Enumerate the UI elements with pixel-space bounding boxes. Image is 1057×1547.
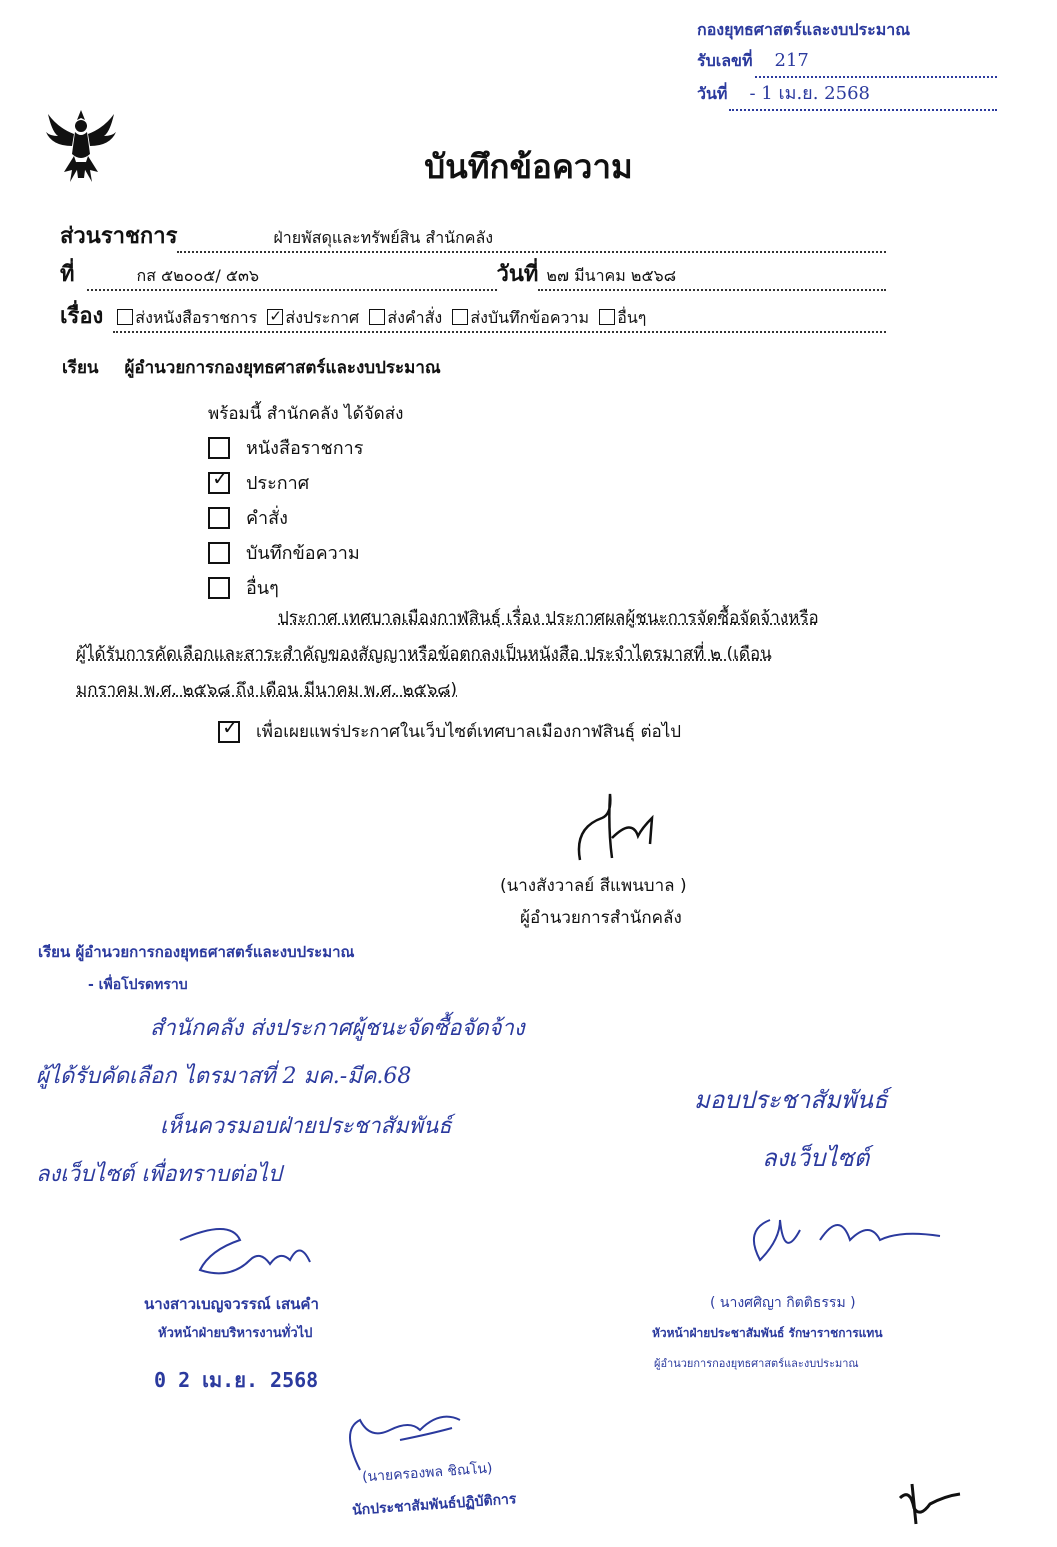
agency-row: [60, 218, 886, 253]
stamp-date-label: วันที่: [697, 84, 728, 103]
stamp-receipt-no: 217: [755, 45, 997, 78]
page-title: บันทึกข้อความ: [424, 147, 633, 186]
handwritten-note-line: เห็นควรมอบฝ่ายประชาสัมพันธ์: [160, 1114, 452, 1139]
detail-line-2: ผู้ได้รับการคัดเลือกและสาระสำคัญของสัญญาหรือข้อตกลงเป็นหนังสือ ประจำไตรมาสที่ ๒ (เดือน: [76, 644, 772, 664]
subject-label: เรื่อง: [60, 304, 104, 329]
endorser-position: หัวหน้าฝ่ายบริหารงานทั่วไป: [158, 1326, 313, 1341]
checkbox-icon: [369, 309, 385, 325]
list-item: อื่นๆ: [208, 570, 363, 605]
subject-option: ✓ ส่งประกาศ: [269, 307, 360, 327]
number-date-row: [60, 256, 886, 291]
checkbox-icon: [117, 309, 133, 325]
signer-position: ผู้อำนวยการสำนักคลัง: [520, 908, 682, 928]
checkbox-icon: [452, 309, 468, 325]
checkbox-icon: [208, 507, 230, 529]
stamp-date-value: - 1 เม.ย. 2568: [729, 78, 997, 111]
checkbox-icon: [208, 577, 230, 599]
stamp-office: กองยุทธศาสตร์และงบประมาณ: [697, 20, 911, 39]
director-note-line: มอบประชาสัมพันธ์: [694, 1086, 888, 1114]
director-note-line: ลงเว็บไซต์: [762, 1144, 870, 1172]
director-name: ( นางศศิญา กิตติธรรม ): [710, 1295, 856, 1311]
list-item: คำสั่ง: [208, 500, 363, 535]
agency-value: ฝ่ายพัสดุและทรัพย์สิน สำนักคลัง: [177, 226, 886, 253]
subject-options: [113, 306, 886, 333]
receipt-stamp: [697, 14, 997, 111]
initial-icon: [890, 1478, 970, 1528]
detail-line-3: มกราคม พ.ศ. ๒๕๖๘ ถึง เดือน มีนาคม พ.ศ. ๒๕๖๘): [76, 680, 458, 700]
subject-option: ส่งคำสั่ง: [369, 308, 442, 327]
list-item: หนังสือราชการ: [208, 430, 363, 465]
doc-date-value: ๒๗ มีนาคม ๒๕๖๘: [538, 264, 886, 291]
publish-note-text: เพื่อเผยแพร่ประกาศในเว็บไซต์เทศบาลเมืองกาฬสินธุ์ ต่อไป: [256, 722, 682, 742]
stamp-receipt-label: รับเลขที่: [697, 51, 753, 70]
checkbox-icon: [208, 542, 230, 564]
signature-icon: [572, 788, 682, 868]
to-label: เรียน: [62, 358, 99, 378]
doc-date-label: วันที่: [496, 262, 539, 287]
intro-text: พร้อมนี้ สำนักคลัง ได้จัดส่ง: [208, 404, 404, 424]
subject-row: [60, 298, 886, 333]
subject-option: ส่งหนังสือราชการ: [117, 308, 257, 327]
checked-checkbox-icon: ✓: [218, 721, 240, 743]
endorser-name: นางสาวเบญจวรรณ์ เสนคำ: [144, 1295, 319, 1313]
director-position: หัวหน้าฝ่ายประชาสัมพันธ์ รักษาราชการแทน: [652, 1326, 883, 1340]
publish-note: [218, 714, 682, 745]
stamp-receipt-row: [697, 45, 997, 78]
pr-officer-position: นักประชาสัมพันธ์ปฏิบัติการ: [351, 1491, 517, 1519]
signature-icon: [170, 1220, 330, 1290]
doc-no-label: ที่: [60, 262, 75, 287]
subject-option: อื่นๆ: [599, 308, 646, 327]
addressee: [62, 354, 441, 381]
checkbox-icon: [208, 437, 230, 459]
checked-checkbox-icon: ✓: [269, 307, 282, 325]
checked-checkbox-icon: ✓: [208, 472, 230, 494]
to-value: ผู้อำนวยการกองยุทธศาสตร์และงบประมาณ: [124, 358, 441, 378]
handwritten-note-line: สำนักคลัง ส่งประกาศผู้ชนะจัดซื้อจัดจ้าง: [150, 1016, 525, 1041]
checkbox-icon: [599, 309, 615, 325]
signer-name: (นางสังวาลย์ สีแพนบาล ): [500, 876, 687, 896]
pr-officer-name: (นายครองพล ชิณโน): [361, 1460, 493, 1486]
list-item: ✓ ประกาศ: [208, 465, 363, 500]
stamp-date-row: [697, 78, 997, 111]
detail-line-1: ประกาศ เทศบาลเมืองกาฬสินธุ์ เรื่อง ประกาศผลผู้ชนะการจัดซื้อจัดจ้างหรือ: [278, 608, 819, 628]
document-type-list: [208, 430, 363, 605]
list-item: บันทึกข้อความ: [208, 535, 363, 570]
subject-option: ส่งบันทึกข้อความ: [452, 308, 589, 327]
endorsement-purpose: - เพื่อโปรดทราบ: [88, 977, 188, 993]
agency-label: ส่วนราชการ: [60, 224, 178, 249]
handwritten-note-line: ผู้ได้รับคัดเลือก ไตรมาสที่ 2 มค.-มีค.68: [36, 1064, 412, 1089]
director-position-2: ผู้อำนวยการกองยุทธศาสตร์และงบประมาณ: [654, 1357, 859, 1370]
handwritten-note-line: ลงเว็บไซต์ เพื่อทราบต่อไป: [36, 1162, 282, 1187]
endorsement-to: เรียน ผู้อำนวยการกองยุทธศาสตร์และงบประมาณ: [38, 943, 355, 961]
endorsement-date: 0 2 เม.ย. 2568: [154, 1368, 319, 1392]
signature-icon: [740, 1200, 960, 1270]
doc-no-value: กส ๕๒๐๐๕/ ๕๓๖: [87, 264, 497, 291]
